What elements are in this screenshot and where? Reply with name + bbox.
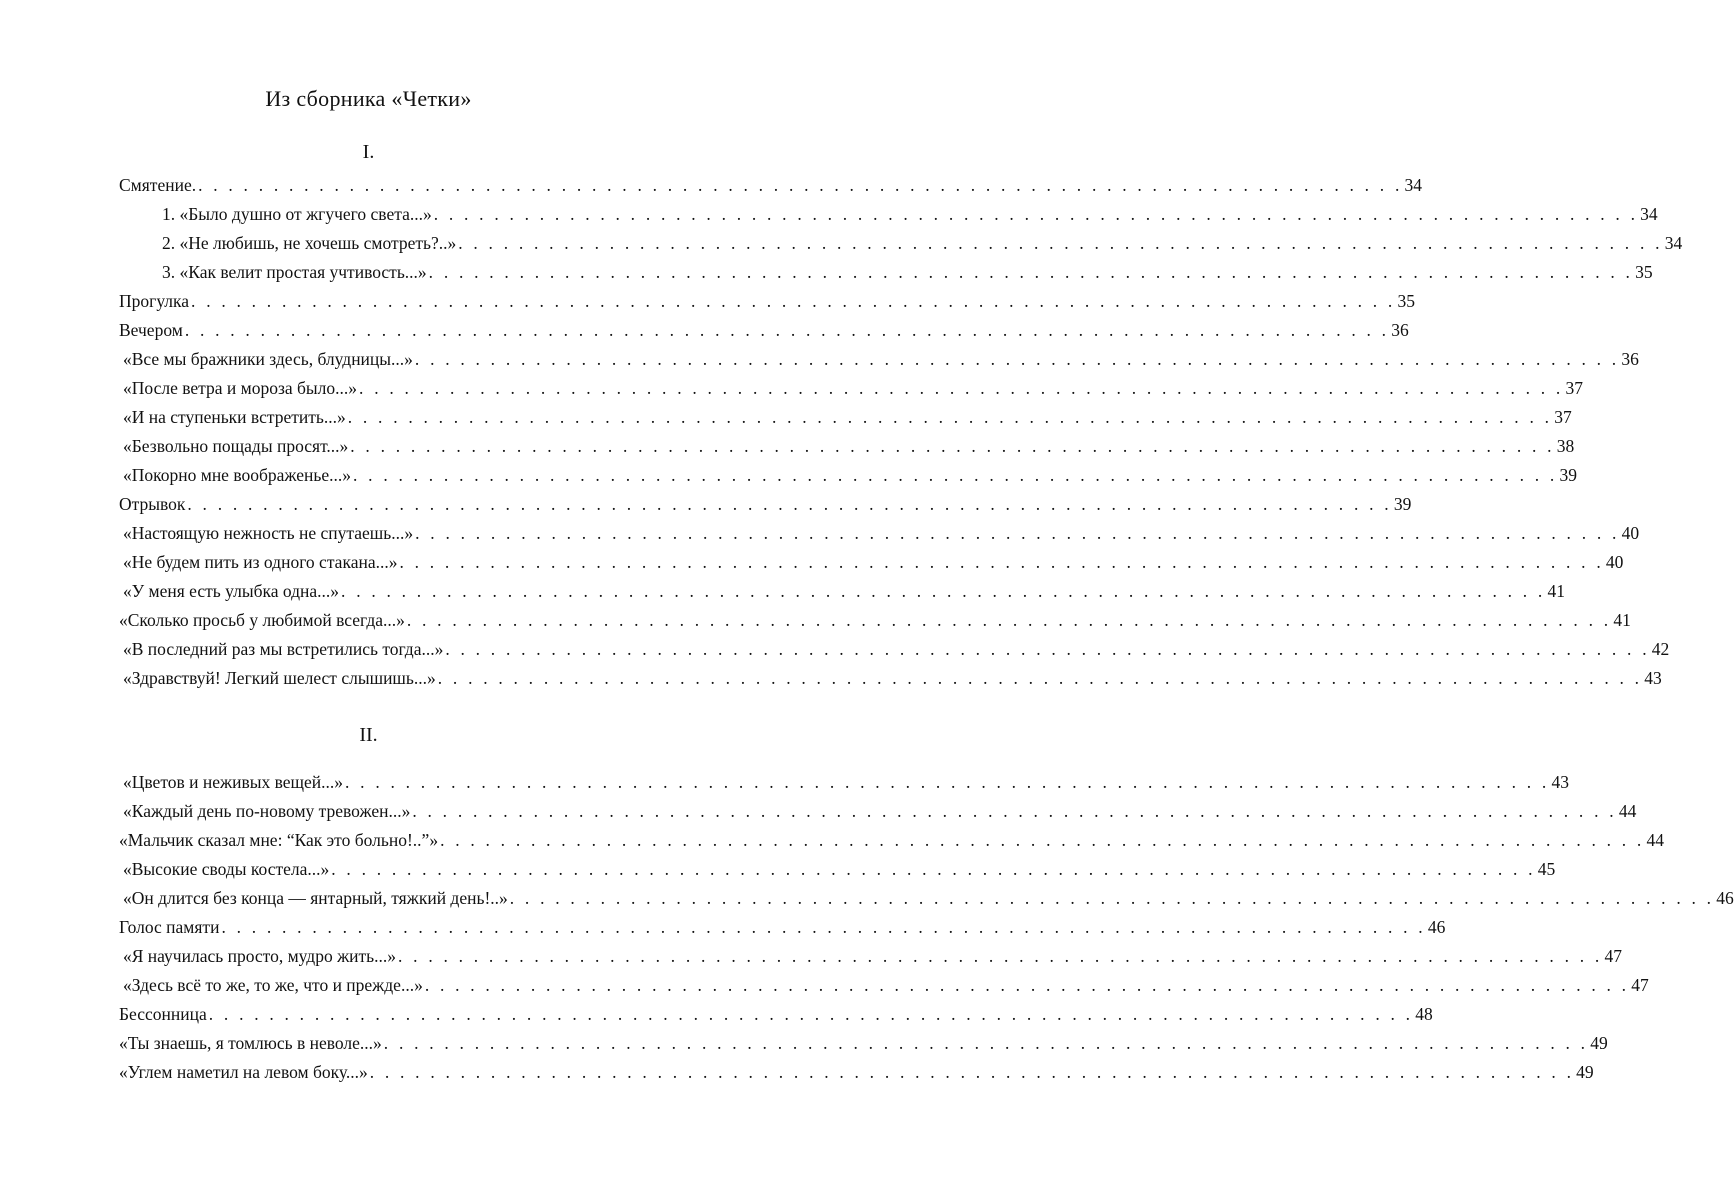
toc-entry-title: «Не будем пить из одного стакана...»	[123, 552, 398, 572]
toc-entry	[119, 1029, 1608, 1058]
toc-entry	[119, 606, 1631, 635]
toc-entry	[119, 432, 1575, 461]
toc-entry-page-number: 39	[1559, 465, 1577, 485]
toc-entry-page-number: 40	[1621, 523, 1640, 543]
toc-entry	[119, 461, 1577, 490]
toc-entry-title: «Он длится без конца — янтарный, тяжкий день!..»	[123, 888, 508, 908]
toc-entry-title: Отрывок	[119, 494, 186, 514]
toc-entry-title: «Углем наметил на левом боку...»	[119, 1062, 368, 1082]
toc-entry-page-number: 43	[1551, 772, 1569, 792]
dot-leader: . . . . . . . . . . . . . . . . . . . . . . . . . . . . . . . . . . . . . . . . . . . . . . . . . . . . . . . . . . . . . . . . . . . . . . . . . . . . . . . .	[347, 407, 1553, 427]
toc-entry-title: «Покорно мне воображенье...»	[123, 465, 352, 485]
toc-entry-title: Голос памяти	[119, 917, 220, 937]
dot-leader: . . . . . . . . . . . . . . . . . . . . . . . . . . . . . . . . . . . . . . . . . . . . . . . . . . . . . . . . . . . . . . . . . . . . . . . . . . . . . . . .	[414, 349, 1620, 369]
toc-entry	[119, 826, 1665, 855]
toc-entry-page-number: 46	[1427, 917, 1446, 937]
dot-leader: . . . . . . . . . . . . . . . . . . . . . . . . . . . . . . . . . . . . . . . . . . . . . . . . . . . . . . . . . . . . . . . . . . . . . . . . . . . . . . . .	[350, 436, 1555, 456]
dot-leader: . . . . . . . . . . . . . . . . . . . . . . . . . . . . . . . . . . . . . . . . . . . . . . . . . . . . . . . . . . . . . . . . . . . . . . . . . . . . . . . .	[424, 975, 1630, 995]
page-title: Из сборника «Четки»	[265, 86, 472, 111]
toc-entry-page-number: 47	[1604, 946, 1622, 966]
toc-entry-page-number: 34	[1404, 175, 1423, 195]
toc-entry	[119, 855, 1556, 884]
toc-entry-title: «Цветов и неживых вещей...»	[123, 772, 344, 792]
toc-entry	[119, 884, 1734, 913]
dot-leader: . . . . . . . . . . . . . . . . . . . . . . . . . . . . . . . . . . . . . . . . . . . . . . . . . . . . . . . . . . . . . . . . . . . . . . . . . . . . . . . .	[415, 523, 1620, 543]
dot-leader: . . . . . . . . . . . . . . . . . . . . . . . . . . . . . . . . . . . . . . . . . . . . . . . . . . . . . . . . . . . . . . . . . . . . . . . . . . . . . . . .	[458, 233, 1663, 253]
toc-entry-page-number: 44	[1618, 801, 1637, 821]
toc-entry-page-number: 36	[1621, 349, 1639, 369]
toc-entry-page-number: 34	[1664, 233, 1683, 253]
toc-entry-page-number: 46	[1716, 888, 1734, 908]
toc-entry-title: «Сколько просьб у любимой всегда...»	[119, 610, 405, 630]
toc-entry-title: «Высокие своды костела...»	[123, 859, 330, 879]
toc-entry	[119, 635, 1670, 664]
section-label-2: II.	[359, 724, 378, 746]
toc-entry-page-number: 37	[1554, 407, 1572, 427]
toc-entry-title: 3. «Как велит простая учтивость...»	[162, 262, 427, 282]
dot-leader: . . . . . . . . . . . . . . . . . . . . . . . . . . . . . . . . . . . . . . . . . . . . . . . . . . . . . . . . . . . . . . . . . . . . . . . . . . . . . . . .	[369, 1062, 1575, 1082]
toc-entry-title: «Мальчик сказал мне: “Как это больно!..”»	[119, 830, 439, 850]
dot-leader: . . . . . . . . . . . . . . . . . . . . . . . . . . . . . . . . . . . . . . . . . . . . . . . . . . . . . . . . . . . . . . . . . . . . . . . . . . . . . . . .	[383, 1033, 1589, 1053]
toc-entry-title: «Настоящую нежность не спутаешь...»	[123, 523, 414, 543]
dot-leader: . . . . . . . . . . . . . . . . . . . . . . . . . . . . . . . . . . . . . . . . . . . . . . . . . . . . . . . . . . . . . . . . . . . . . . . . . . . . . . . .	[412, 801, 1617, 821]
toc-entry	[119, 1058, 1594, 1087]
dot-leader: . . . . . . . . . . . . . . . . . . . . . . . . . . . . . . . . . . . . . . . . . . . . . . . . . . . . . . . . . . . . . . . . . . . . . . . . . . . . . . . .	[398, 946, 1603, 966]
toc-entry-page-number: 41	[1613, 610, 1631, 630]
toc-entry	[119, 374, 1583, 403]
toc-entry-title: Вечером	[119, 320, 183, 340]
toc-entry-page-number: 49	[1576, 1062, 1594, 1082]
toc-entry-title: 1. «Было душно от жгучего света...»	[162, 204, 432, 224]
toc-entry-page-number: 43	[1644, 668, 1662, 688]
toc-entry-title: «Каждый день по-новому тревожен...»	[123, 801, 411, 821]
dot-leader: . . . . . . . . . . . . . . . . . . . . . . . . . . . . . . . . . . . . . . . . . . . . . . . . . . . . . . . . . . . . . . . . . . . . . . . . . . . . . . . .	[198, 175, 1403, 195]
dot-leader: . . . . . . . . . . . . . . . . . . . . . . . . . . . . . . . . . . . . . . . . . . . . . . . . . . . . . . . . . . . . . . . . . . . . . . . . . . . . . . . .	[359, 378, 1564, 398]
dot-leader: . . . . . . . . . . . . . . . . . . . . . . . . . . . . . . . . . . . . . . . . . . . . . . . . . . . . . . . . . . . . . . . . . . . . . . . . . . . . . . . .	[187, 494, 1392, 514]
toc-entry-title: «Безвольно пощады просят...»	[123, 436, 349, 456]
toc-entry-page-number: 41	[1547, 581, 1565, 601]
dot-leader: . . . . . . . . . . . . . . . . . . . . . . . . . . . . . . . . . . . . . . . . . . . . . . . . . . . . . . . . . . . . . . . . . . . . . . . . . . . . . . . .	[406, 610, 1612, 630]
toc-list-section-1	[119, 171, 1683, 693]
toc-entry-page-number: 47	[1631, 975, 1649, 995]
dot-leader: . . . . . . . . . . . . . . . . . . . . . . . . . . . . . . . . . . . . . . . . . . . . . . . . . . . . . . . . . . . . . . . . . . . . . . . . . . . . . . . .	[399, 552, 1604, 572]
toc-entry-page-number: 49	[1590, 1033, 1608, 1053]
dot-leader: . . . . . . . . . . . . . . . . . . . . . . . . . . . . . . . . . . . . . . . . . . . . . . . . . . . . . . . . . . . . . . . . . . . . . . . . . . . . . . . .	[341, 581, 1546, 601]
toc-entry-page-number: 38	[1556, 436, 1575, 456]
toc-entry	[119, 913, 1446, 942]
toc-entry	[119, 519, 1640, 548]
dot-leader: . . . . . . . . . . . . . . . . . . . . . . . . . . . . . . . . . . . . . . . . . . . . . . . . . . . . . . . . . . . . . . . . . . . . . . . . . . . . . . . .	[437, 668, 1643, 688]
dot-leader: . . . . . . . . . . . . . . . . . . . . . . . . . . . . . . . . . . . . . . . . . . . . . . . . . . . . . . . . . . . . . . . . . . . . . . . . . . . . . . . .	[445, 639, 1650, 659]
section-label-1: I.	[362, 141, 375, 163]
toc-entry	[119, 577, 1565, 606]
toc-entry	[119, 971, 1649, 1000]
toc-entry-page-number: 35	[1635, 262, 1653, 282]
toc-entry-page-number: 48	[1415, 1004, 1433, 1024]
toc-entry	[119, 403, 1572, 432]
dot-leader: . . . . . . . . . . . . . . . . . . . . . . . . . . . . . . . . . . . . . . . . . . . . . . . . . . . . . . . . . . . . . . . . . . . . . . . . . . . . . . . .	[509, 888, 1715, 908]
dot-leader: . . . . . . . . . . . . . . . . . . . . . . . . . . . . . . . . . . . . . . . . . . . . . . . . . . . . . . . . . . . . . . . . . . . . . . . . . . . . . . . .	[353, 465, 1558, 485]
toc-entry-page-number: 44	[1646, 830, 1665, 850]
toc-entry	[119, 942, 1622, 971]
toc-entry	[119, 229, 1683, 258]
toc-entry-page-number: 40	[1605, 552, 1624, 572]
toc-entry	[119, 490, 1412, 519]
dot-leader: . . . . . . . . . . . . . . . . . . . . . . . . . . . . . . . . . . . . . . . . . . . . . . . . . . . . . . . . . . . . . . . . . . . . . . . . . . . . . . . .	[191, 291, 1396, 311]
toc-entry-page-number: 34	[1640, 204, 1658, 224]
dot-leader: . . . . . . . . . . . . . . . . . . . . . . . . . . . . . . . . . . . . . . . . . . . . . . . . . . . . . . . . . . . . . . . . . . . . . . . . . . . . . . . .	[428, 262, 1634, 282]
toc-entry-title: «Я научилась просто, мудро жить...»	[123, 946, 397, 966]
toc-entry	[119, 287, 1415, 316]
toc-entry	[119, 664, 1662, 693]
toc-list-section-2	[119, 768, 1734, 1087]
toc-entry-title: «Ты знаешь, я томлюсь в неволе...»	[119, 1033, 382, 1053]
toc-entry	[119, 345, 1639, 374]
toc-entry-title: 2. «Не любишь, не хочешь смотреть?..»	[162, 233, 457, 253]
toc-entry	[119, 258, 1653, 287]
toc-entry-title: «После ветра и мороза было...»	[123, 378, 358, 398]
dot-leader: . . . . . . . . . . . . . . . . . . . . . . . . . . . . . . . . . . . . . . . . . . . . . . . . . . . . . . . . . . . . . . . . . . . . . . . . . . . . . . . .	[331, 859, 1536, 879]
toc-entry-title: «Здравствуй! Легкий шелест слышишь...»	[123, 668, 436, 688]
toc-entry	[119, 1000, 1433, 1029]
toc-entry	[119, 316, 1409, 345]
toc-entry-title: «У меня есть улыбка одна...»	[123, 581, 340, 601]
dot-leader: . . . . . . . . . . . . . . . . . . . . . . . . . . . . . . . . . . . . . . . . . . . . . . . . . . . . . . . . . . . . . . . . . . . . . . . . . . . . . . . .	[184, 320, 1390, 340]
dot-leader: . . . . . . . . . . . . . . . . . . . . . . . . . . . . . . . . . . . . . . . . . . . . . . . . . . . . . . . . . . . . . . . . . . . . . . . . . . . . . . . .	[208, 1004, 1414, 1024]
toc-entry-title: «В последний раз мы встретились тогда...»	[123, 639, 444, 659]
toc-entry-page-number: 36	[1391, 320, 1409, 340]
toc-entry	[119, 171, 1423, 200]
dot-leader: . . . . . . . . . . . . . . . . . . . . . . . . . . . . . . . . . . . . . . . . . . . . . . . . . . . . . . . . . . . . . . . . . . . . . . . . . . . . . . . .	[433, 204, 1639, 224]
toc-entry-page-number: 39	[1393, 494, 1412, 514]
toc-entry	[119, 200, 1658, 229]
toc-entry-page-number: 42	[1651, 639, 1670, 659]
toc-entry-title: Бессонница	[119, 1004, 207, 1024]
toc-entry-title: Прогулка	[119, 291, 190, 311]
toc-entry	[119, 797, 1637, 826]
toc-entry-page-number: 37	[1565, 378, 1583, 398]
toc-entry	[119, 548, 1624, 577]
toc-entry-title: «Здесь всё то же, то же, что и прежде...»	[123, 975, 423, 995]
dot-leader: . . . . . . . . . . . . . . . . . . . . . . . . . . . . . . . . . . . . . . . . . . . . . . . . . . . . . . . . . . . . . . . . . . . . . . . . . . . . . . . .	[440, 830, 1645, 850]
toc-entry-title: Смятение.	[119, 175, 197, 195]
toc-entry	[119, 768, 1569, 797]
toc-entry-title: «Все мы бражники здесь, блудницы...»	[123, 349, 413, 369]
dot-leader: . . . . . . . . . . . . . . . . . . . . . . . . . . . . . . . . . . . . . . . . . . . . . . . . . . . . . . . . . . . . . . . . . . . . . . . . . . . . . . . .	[221, 917, 1426, 937]
dot-leader: . . . . . . . . . . . . . . . . . . . . . . . . . . . . . . . . . . . . . . . . . . . . . . . . . . . . . . . . . . . . . . . . . . . . . . . . . . . . . . . .	[345, 772, 1550, 792]
toc-entry-page-number: 45	[1537, 859, 1556, 879]
toc-entry-page-number: 35	[1397, 291, 1415, 311]
toc-entry-title: «И на ступеньки встретить...»	[123, 407, 346, 427]
